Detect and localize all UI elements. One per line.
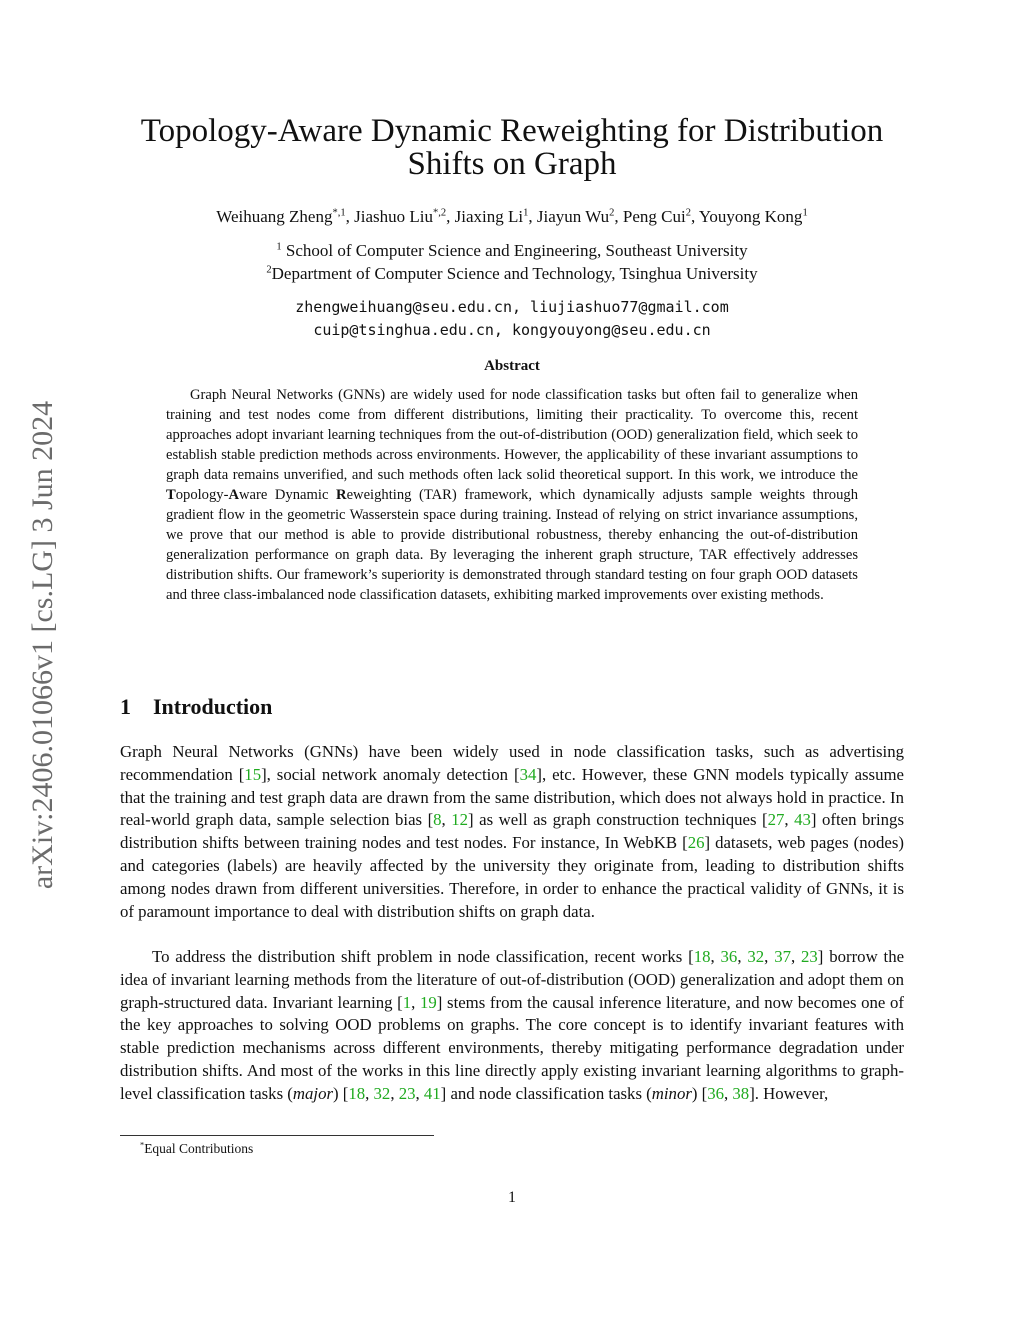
text-run: ]. However, [749, 1083, 829, 1103]
text-run: , [441, 810, 452, 830]
text-run: , [415, 1083, 424, 1103]
paper-title [110, 115, 914, 181]
text-run: , [784, 810, 795, 830]
italic-text: minor [651, 1083, 692, 1103]
citation-link[interactable]: 8 [433, 810, 442, 830]
affiliation-2: $^2$Department of Computer Science and Technology, Tsinghua University [266, 264, 758, 283]
text-run: ] often brings distribution shifts between training nodes and test nodes. For instance, In WebKB [ [120, 810, 904, 853]
text-run: , [737, 947, 748, 966]
author-list: Weihuang Zheng$^{*,1}$, Jiashuo Liu$^{*,2}$, Jiaxing Li$^1$, Jiayun Wu$^2$, Peng Cui$^2$, Youyong Kong$^1$ [216, 207, 808, 226]
title-line-1: Topology-Aware Dynamic Reweighting for Distribution [140, 113, 884, 149]
section-title: Introduction [153, 694, 273, 719]
text-run: , [764, 947, 775, 966]
arxiv-stamp [8, 360, 78, 930]
title-line-2: Shifts on Graph [407, 146, 617, 182]
text-run: ] datasets, web pages (nodes) and categories (labels) are heavily affected by the university they originate from, leading to distribution shifts among nodes drawn from different universities. Therefore, in order to enhance the practical validity of GNNs, it is of paramount importance to deal with distribution shifts on graph data. [120, 833, 905, 921]
citation-link[interactable]: 27 [767, 810, 785, 830]
text-run: , [411, 992, 421, 1012]
citation-link[interactable]: 38 [732, 1083, 750, 1103]
intro-paragraph-2 [120, 946, 904, 1106]
citation-link[interactable]: 36 [707, 1083, 725, 1103]
citation-link[interactable]: 32 [373, 1083, 391, 1103]
author: Jiayun Wu$^2$ [536, 207, 615, 226]
footnote: *Equal Contributions [140, 1140, 254, 1156]
author: Youyong Kong$^1$ [698, 207, 808, 226]
text-run: , [724, 1083, 733, 1103]
citation-link[interactable]: 41 [423, 1083, 441, 1103]
citation-link[interactable]: 18 [693, 947, 711, 966]
text-run: ], etc. However, these GNN models typically assume that the training and test graph data are drawn from the same distribution, which does not always hold in practice. In real-world graph data, sample selection bias [ [120, 764, 904, 830]
citation-link[interactable]: 18 [348, 1083, 366, 1103]
author: Weihuang Zheng$^{*,1}$ [216, 207, 346, 226]
author: Jiashuo Liu$^{*,2}$ [354, 207, 447, 226]
text-run: ], social network anomaly detection [ [261, 764, 520, 784]
italic-text: major [292, 1083, 333, 1103]
text-run: Graph Neural Networks (GNNs) have been widely used in node classification tasks, such as advertising recommendation [ [120, 742, 904, 784]
author: Peng Cui$^2$ [622, 207, 691, 226]
email-line-2: cuip@tsinghua.edu.cn, kongyouyong@seu.edu.cn [313, 321, 711, 339]
author: Jiaxing Li$^1$ [454, 207, 529, 226]
citation-link[interactable]: 19 [420, 992, 437, 1012]
text-run: ] and node classification tasks ( [440, 1083, 652, 1103]
text-run: , [790, 947, 802, 966]
text-run: ) [ [691, 1083, 708, 1103]
citation-link[interactable]: 43 [794, 810, 811, 830]
citation-link[interactable]: 36 [720, 947, 738, 966]
affiliation-1: $^1$ School of Computer Science and Engineering, Southeast University [276, 241, 748, 260]
citation-link[interactable]: 15 [244, 764, 262, 784]
citation-link[interactable]: 23 [801, 947, 818, 966]
citation-link[interactable]: 1 [402, 992, 412, 1012]
citation-link[interactable]: 32 [747, 947, 765, 966]
text-run: , [365, 1083, 374, 1103]
footnote-divider [120, 1135, 434, 1136]
text-run: , [390, 1083, 399, 1103]
abstract-heading: Abstract [484, 358, 540, 374]
citation-link[interactable]: 34 [519, 764, 537, 784]
section-number: 1 [120, 694, 131, 719]
text-run: ] stems from the causal inference literature, and now becomes one of the key approaches to solving OOD problems on graphs. The core concept is to identify invariant features with stable prediction mechanisms across different environments, thereby mitigating performance degradation under distribution shifts. And most of the works in this line directly apply existing invariant learning algorithms to graph-level classification tasks ( [120, 992, 905, 1103]
intro-paragraph-1 [120, 741, 904, 923]
citation-link[interactable]: 26 [687, 833, 705, 853]
section-heading-introduction [120, 694, 272, 720]
text-run: , [710, 947, 721, 966]
citation-link[interactable]: 23 [398, 1083, 416, 1103]
arxiv-stamp-text: arXiv:2406.01066v1 [cs.LG] 3 Jun 2024 [26, 400, 59, 890]
text-run: ) [ [332, 1083, 349, 1103]
text-run: ] as well as graph construction techniques [ [468, 810, 768, 830]
page-number: 1 [508, 1189, 516, 1206]
email-line-1: zhengweihuang@seu.edu.cn, liujiashuo77@gmail.com [295, 298, 729, 316]
citation-link[interactable]: 12 [451, 810, 469, 830]
text-run: To address the distribution shift problem in node classification, recent works [ [152, 947, 694, 966]
citation-link[interactable]: 37 [774, 947, 791, 966]
abstract-body: Graph Neural Networks (GNNs) are widely used for node classification tasks but often fail to generalize when training and test nodes come from different distributions, limiting their practicality. To overcome this, recent approaches adopt invariant learning techniques from the out-of-distribution (OOD) generalization field, which seek to establish stable prediction methods across environments. However, the applicability of these invariant assumptions to graph data remains unverified, and such methods often lack solid theoretical support. In this work, we introduce the Topology-Aware Dynamic Reweighting (TAR) framework, which dynamically adjusts sample weights through gradient flow in the geometric Wasserstein space during training. Instead of relying on strict invariance assumptions, we prove that our method is able to provide distributional robustness, thereby enhancing the out-of-distribution generalization performance on graph data. By leveraging the inherent graph structure, TAR effectively addresses distribution shifts. Our framework’s superiority is demonstrated through standard testing on four graph OOD datasets and three class-imbalanced node classification datasets, exhibiting marked improvements over existing methods. [166, 387, 858, 603]
text-run: ] borrow the idea of invariant learning methods from the literature of out-of-distribution (OOD) generalization and adopt them on graph-structured data. Invariant learning [ [120, 947, 905, 1012]
